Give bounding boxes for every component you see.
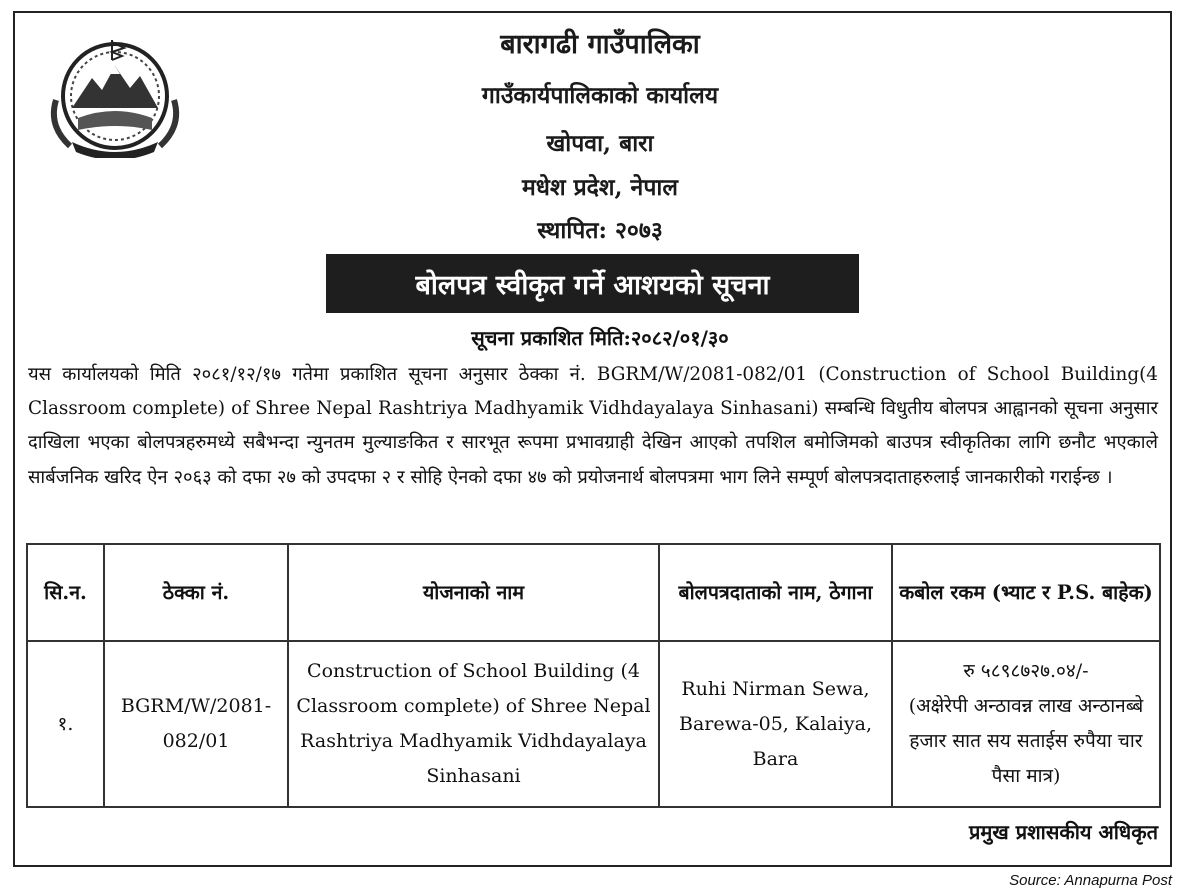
header-bidder: बोलपत्रदाताको नाम, ठेगाना <box>659 544 892 641</box>
cell-contract-no: BGRM/W/2081-082/01 <box>104 641 288 807</box>
bid-award-table <box>26 543 1161 808</box>
cell-bid-amount <box>892 641 1160 807</box>
cell-project-name: Construction of School Building (4 Classroom complete) of Shree Nepal Rashtriya Madhyamik Vidhdayalaya Sinhasani <box>288 641 659 807</box>
table-header-row <box>27 544 1160 641</box>
table-row <box>27 641 1160 807</box>
signatory-title: प्रमुख प्रशासकीय अधिकृत <box>969 820 1158 844</box>
header-project-name: योजनाको नाम <box>288 544 659 641</box>
publication-date: सूचना प्रकाशित मिति:२०८२/०१/३० <box>471 326 729 350</box>
header-serial: सि.न. <box>27 544 104 641</box>
established-year: स्थापित: २०७३ <box>537 217 663 244</box>
notice-title: बोलपत्र स्वीकृत गर्ने आशयको सूचना <box>326 254 859 313</box>
header-contract-no: ठेक्का नं. <box>104 544 288 641</box>
header-bid-amount: कबोल रकम (भ्याट र P.S. बाहेक) <box>892 544 1160 641</box>
bid-amount-words: (अक्षेरेपी अन्ठावन्न लाख अन्ठानब्बे हजार सात सय सताईस रुपैया चार पैसा मात्र) <box>908 695 1144 787</box>
source-credit: Source: Annapurna Post <box>1009 872 1172 889</box>
cell-serial: १. <box>27 641 104 807</box>
notice-body: यस कार्यालयको मिति २०८१/१२/१७ गतेमा प्रकाशित सूचना अनुसार ठेक्का नं. BGRM/W/2081-082/01 (Construction of School Building(4 Classroom complete) of Shree Nepal Rashtriya Madhyamik Vidhdayalaya Sinhasani) सम्बन्धि विधुतीय बोलपत्र आह्वानको सूचना अनुसार दाखिला भएका बोलपत्रहरुमध्ये सबैभन्दा न्युनतम मुल्याङकित र सारभूत रूपमा प्रभावग्राही देखिन आएको तपशिल बमोजिमको बाउपत्र स्वीकृतिका लागि छनौट भएकाले सार्बजनिक खरिद ऐन २०६३ को दफा २७ को उपदफा २ र सोहि ऐनको दफा ४७ को प्रयोजनार्थ बोलपत्रमा भाग लिने सम्पूर्ण बोलपत्रदाताहरुलाई जानकारीको गराईन्छ । <box>28 364 1158 488</box>
province-name: मधेश प्रदेश, नेपाल <box>522 174 678 201</box>
cell-bidder: Ruhi Nirman Sewa, Barewa-05, Kalaiya, Bara <box>659 641 892 807</box>
government-emblem-icon <box>42 30 188 158</box>
office-location: खोपवा, बारा <box>546 130 654 157</box>
office-name: गाउँकार्यपालिकाको कार्यालय <box>481 82 719 109</box>
bid-amount-figure: रु ५८९८७२७.०४/- <box>963 660 1089 682</box>
municipality-name: बारागढी गाउँपालिका <box>500 29 700 60</box>
